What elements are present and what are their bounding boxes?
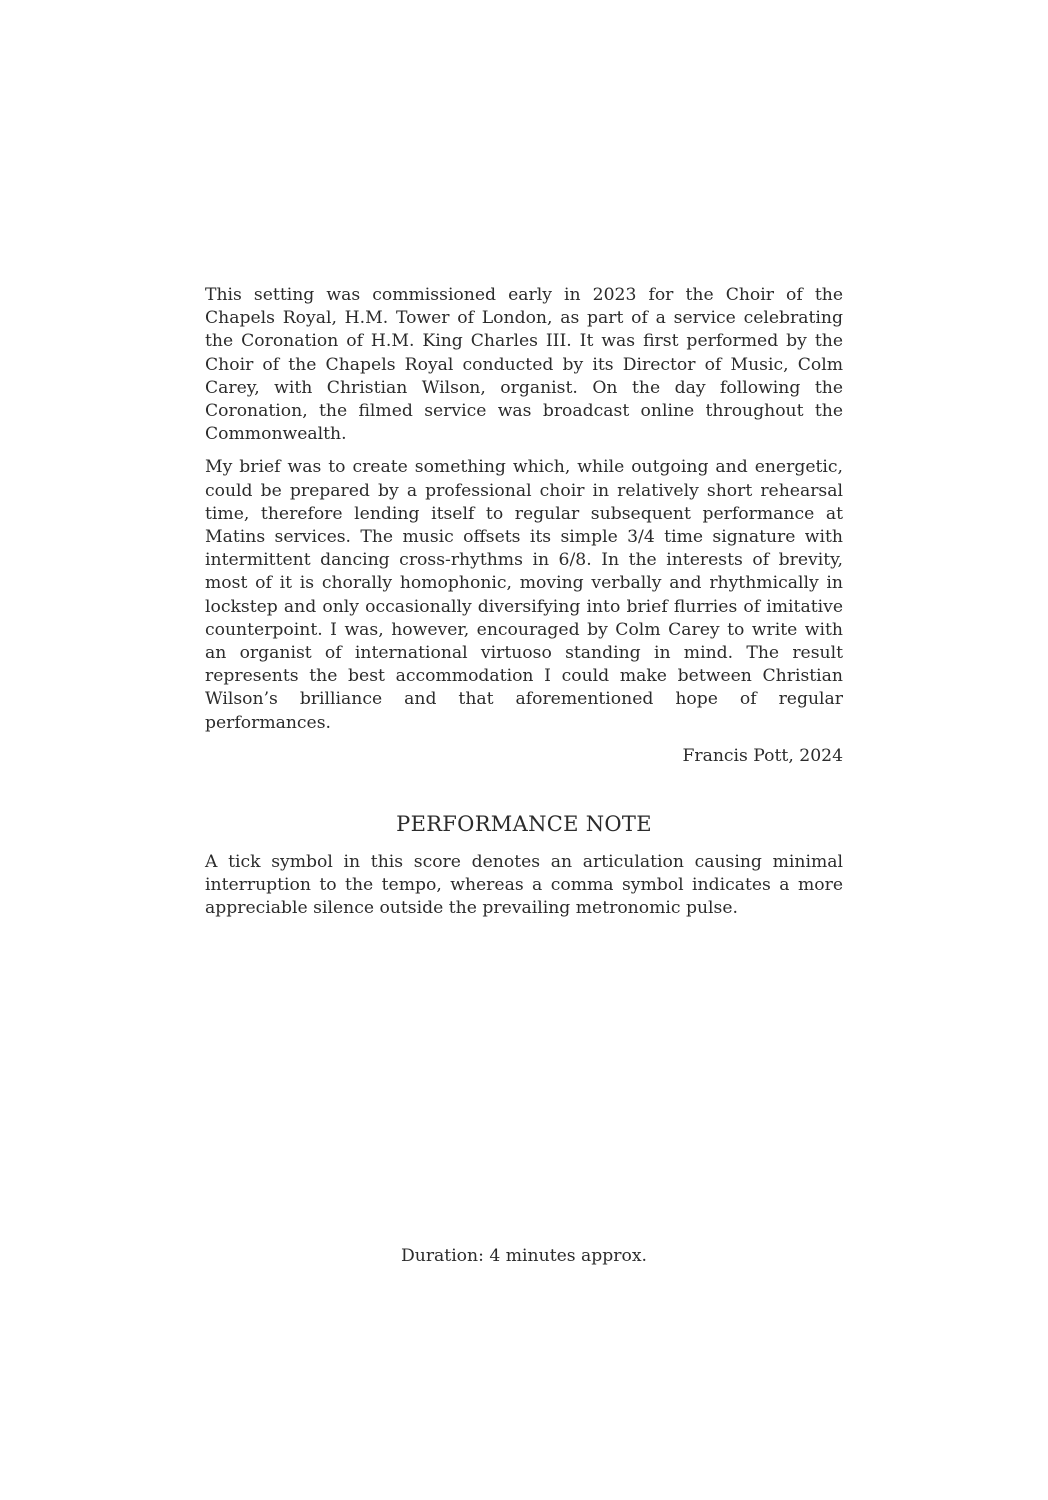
intro-paragraph-commission: This setting was commissioned early in 2023 for the Choir of the Chapels Royal, H.M. Tower of London, as part of a service celebrating the Coronation of H.M. King Charles III. It was first performed by the Choir of the Chapels Royal conducted by its Director of Music, Colm Carey, with Christian Wilson, organist. On the day following the Coronation, the filmed service was broadcast online throughout the Commonwealth. bbox=[205, 285, 843, 445]
author-signature: Francis Pott, 2024 bbox=[682, 745, 843, 766]
performance-note-heading: PERFORMANCE NOTE bbox=[396, 812, 652, 836]
intro-paragraph-brief: My brief was to create something which, while outgoing and energetic, could be prepared by a professional choir in relatively short rehearsal time, therefore lending itself to regular subsequent performance at Matins services. The music offsets its simple 3/4 time signature with intermittent dancing cross-rhythms in 6/8. In the interests of brevity, most of it is chorally homophonic, moving verbally and rhythmically in lockstep and only occasionally diversifying into brief flurries of imitative counterpoint. I was, however, encouraged by Colm Carey to write with an organist of international virtuoso standing in mind. The result represents the best accommodation I could make between Christian Wilson’s brilliance and that aforementioned hope of regular performances. bbox=[205, 457, 843, 733]
performance-note-section bbox=[205, 851, 843, 921]
intro-section bbox=[205, 284, 843, 768]
performance-note-text: A tick symbol in this score denotes an articulation causing minimal interruption to the tempo, whereas a comma symbol indicates a more appreciable silence outside the prevailing metronomic pulse. bbox=[205, 852, 843, 919]
duration-text: Duration: 4 minutes approx. bbox=[400, 1246, 648, 1266]
